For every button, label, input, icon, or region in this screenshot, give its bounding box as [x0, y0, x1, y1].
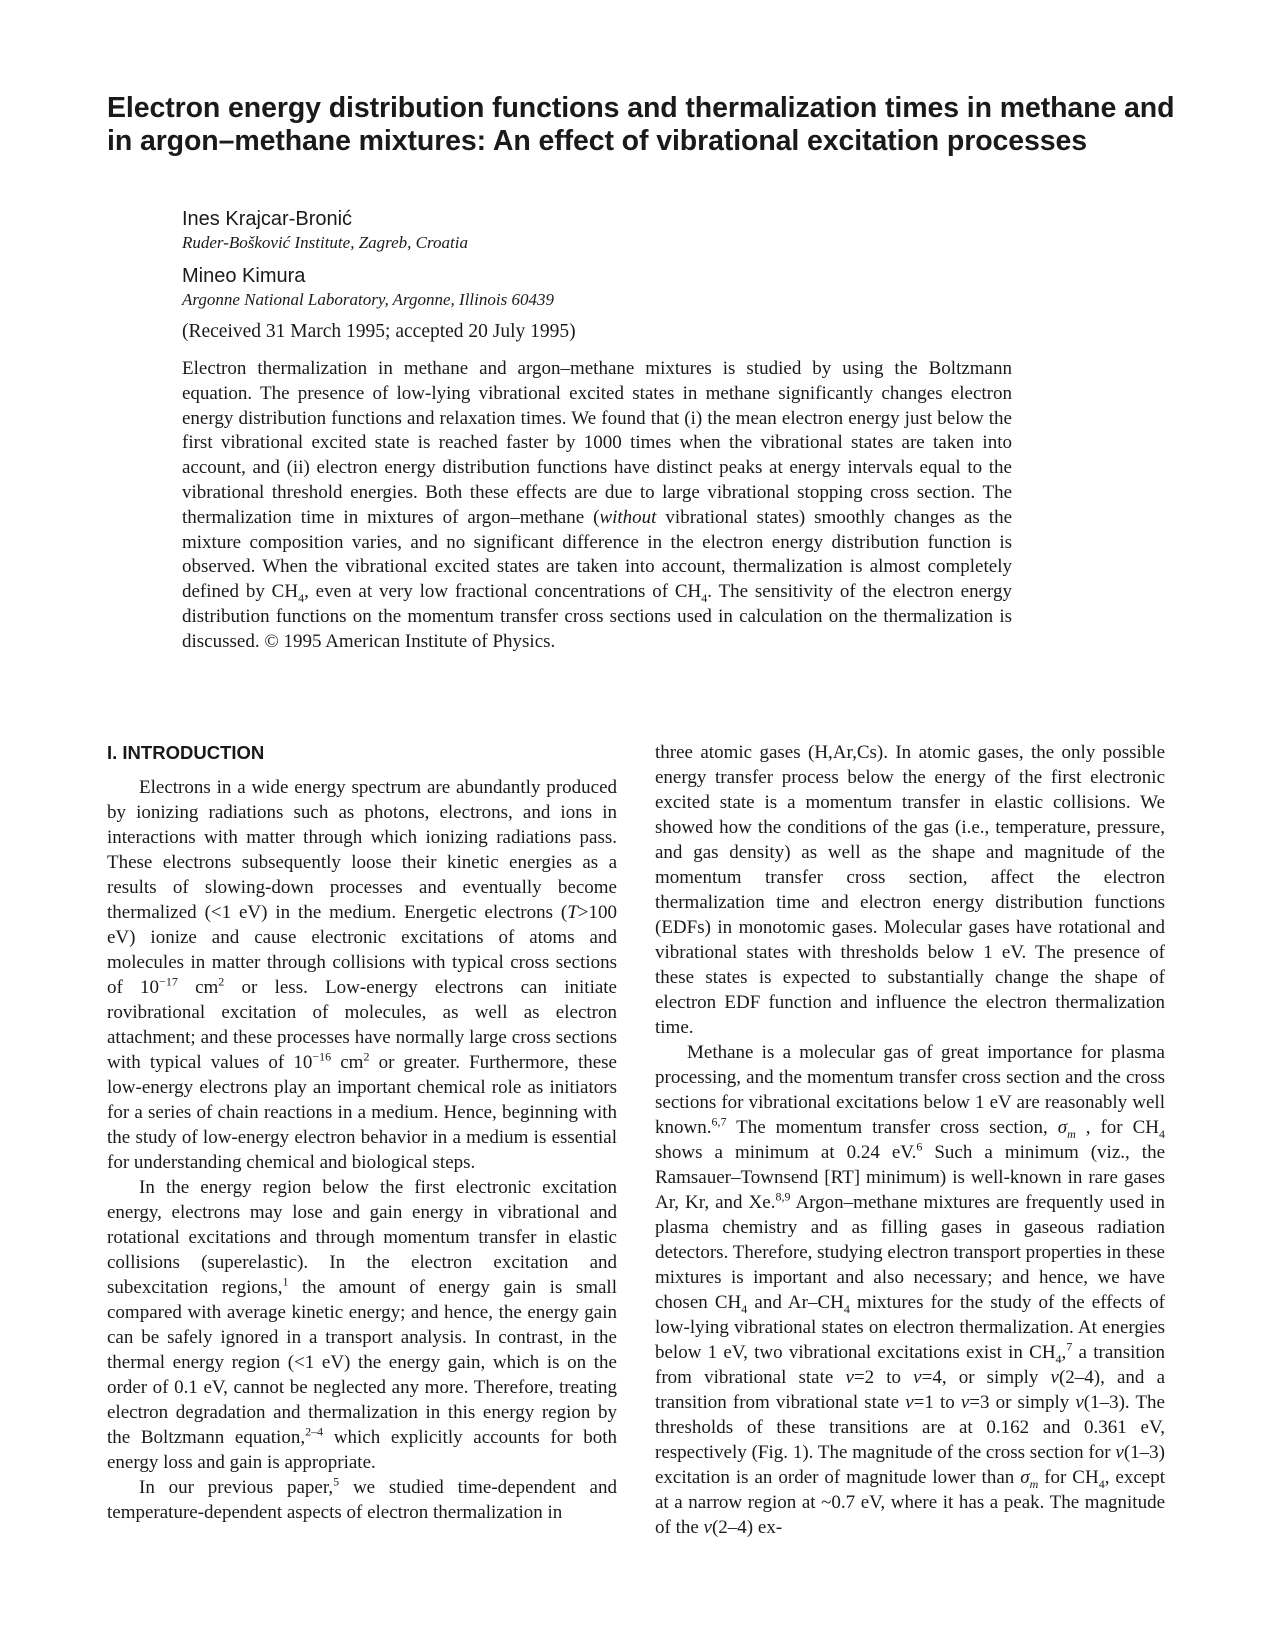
paragraph: Methane is a molecular gas of great importance for plasma processing, and the momentum transfer cross section and the cross sections for vibrational excitations below 1 eV are reasonably well known.$^{6,7}$ The momentum transfer cross section, $\sigma_m$ , for $CH_4$ shows a minimum at 0.24 eV.$^6$ Such a minimum (viz., the Ramsauer–Townsend [RT] minimum) is well-known in rare gases Ar, Kr, and Xe.$^{8,9}$ Argon–methane mixtures are frequently used in plasma chemistry and as filling gases in gaseous radiation detectors. Therefore, studying electron transport properties in these mixtures is important and also necessary; and hence, we have chosen $CH_4$ and $Ar-CH_4$ mixtures for the study of the effects of low-lying vibrational states on electron thermalization. At energies below 1 eV, two vibrational excitations exist in $CH_4,^7$ a transition from vibrational state v=2 to v=4, or simply v(2–4), and a transition from vibrational state v=1 to v=3 or simply v(1–3). The thresholds of these transitions are at 0.162 and 0.361 eV, respectively (Fig. 1). The magnitude of the cross section for v(1–3) excitation is an order of magnitude lower than $\sigma_m$ for $CH_4$, except at a narrow region at ~0.7 eV, where it has a peak. The magnitude of the v(2–4) ex- — [655, 1042, 1166, 1538]
paragraph: three atomic gases (H,Ar,Cs). In atomic gases, the only possible energy transfer process below the energy of the first electronic excited state is a momentum transfer in elastic collisions. We showed how the conditions of the gas (i.e., temperature, pressure, and gas density) as well as the shape and magnitude of the momentum transfer cross section, affect the electron thermalization time and electron energy distribution functions (EDFs) in monotomic gases. Molecular gases have rotational and vibrational states with thresholds below 1 eV. The presence of these states is expected to substantially change the shape of electron EDF function and influence the electron thermalization time. — [655, 742, 1165, 1038]
paragraph: In the energy region below the first electronic excitation energy, electrons may lose and gain energy in vibrational and rotational excitations and through momentum transfer in elastic collisions (superelastic). In the electron excitation and subexcitation regions,$^1$ the amount of energy gain is small compared with average kinetic energy; and hence, the energy gain can be safely ignored in a transport analysis. In contrast, in the thermal energy region (<1 eV) the energy gain, which is on the order of 0.1 eV, cannot be neglected any more. Therefore, treating electron degradation and thermalization in this energy region by the Boltzmann equation,$^{2-4}$ which explicitly accounts for both energy loss and gain is appropriate. — [107, 1177, 617, 1473]
author-name-2: Mineo Kimura — [182, 265, 306, 287]
left-column — [107, 740, 617, 1525]
author-affiliation-1: Ruder-Bošković Institute, Zagreb, Croatia — [182, 233, 468, 252]
section-heading-introduction: I. INTRODUCTION — [107, 742, 265, 763]
author-block — [182, 206, 1042, 344]
paragraph: Electrons in a wide energy spectrum are abundantly produced by ionizing radiations such as photons, electrons, and ions in interactions with matter through which ionizing radiations pass. These electrons subsequently loose their kinetic energies as a results of slowing-down processes and eventually become thermalized (<1 eV) in the medium. Energetic electrons (T>100 eV) ionize and cause electronic excitations of atoms and molecules in matter through collisions with typical cross sections of $10^{-17}$ $cm^2$ or less. Low-energy electrons can initiate rovibrational excitation of molecules, as well as electron attachment; and these processes have normally large cross sections with typical values of $10^{-16}$ $cm^2$ or greater. Furthermore, these low-energy electrons play an important chemical role as initiators for a series of chain reactions in a medium. Hence, beginning with the study of low-energy electron behavior in a medium is essential for understanding chemical and biological steps. — [107, 777, 617, 1173]
right-column — [655, 740, 1165, 1540]
received-date: (Received 31 March 1995; accepted 20 July 1995) — [182, 321, 576, 342]
paragraph: In our previous paper,$^5$ we studied time-dependent and temperature-dependent aspects of electron thermalization in — [107, 1474, 617, 1523]
abstract: Electron thermalization in methane and argon–methane mixtures is studied by using the Boltzmann equation. The presence of low-lying vibrational excited states in methane significantly changes electron energy distribution functions and relaxation times. We found that (i) the mean electron energy just below the first vibrational excited state is reached faster by 1000 times when the vibrational states are taken into account, and (ii) electron energy distribution functions have distinct peaks at energy intervals equal to the vibrational threshold energies. Both these effects are due to large vibrational stopping cross section. The thermalization time in mixtures of argon–methane (without vibrational states) smoothly changes as the mixture composition varies, and no significant difference in the electron energy distribution function is observed. When the vibrational excited states are taken into account, thermalization is almost completely defined by $CH_4$, even at very low fractional concentrations of $CH_4$. The sensitivity of the electron energy distribution functions on the momentum transfer cross sections used in calculation on the thermalization is discussed. © 1995 American Institute of Physics. — [182, 358, 1012, 652]
author-name-1: Ines Krajcar-Bronić — [182, 208, 353, 230]
author-affiliation-2: Argonne National Laboratory, Argonne, Illinois 60439 — [182, 290, 554, 309]
paper-title: Electron energy distribution functions and thermalization times in methane and in argon–methane mixtures: An effect of vibrational excitation processes — [107, 92, 1175, 157]
